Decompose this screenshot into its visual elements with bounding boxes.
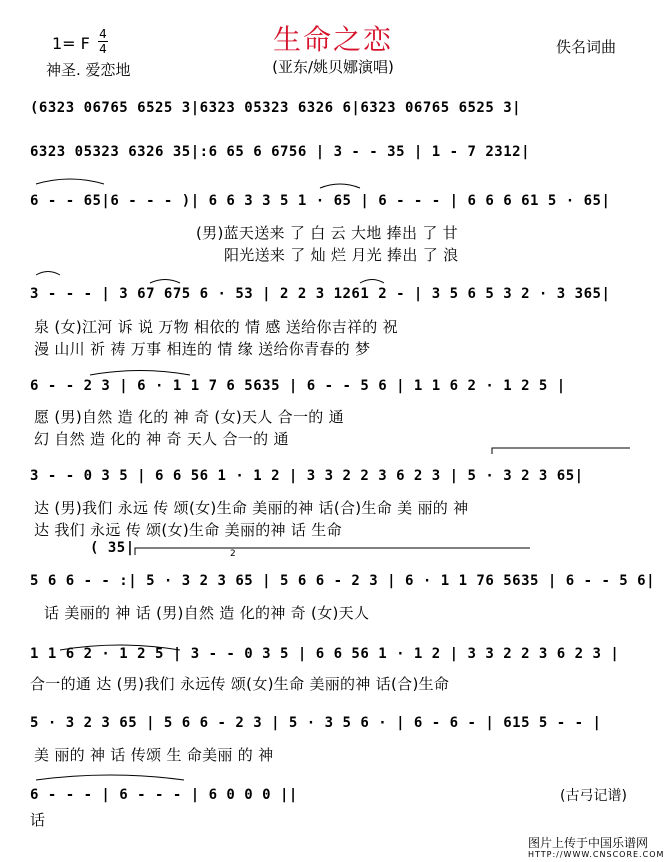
volta-number: 2 [230,549,236,559]
transcriber-credit: (古弓记谱) [560,788,627,804]
repeat-pickup: ( 35| [90,540,135,556]
volta-bracket [135,548,530,555]
slur-arc [320,184,360,188]
lyrics-row-9: 美 丽的 神 话 传颂 生 命美丽 的 神 [34,746,274,764]
watermark-text: 图片上传于中国乐谱网 [528,836,649,850]
notation-row-2: 6323 05323 6326 35|:6 65 6 6756 | 3 - - 35 | 1 - 7 2312| [30,144,531,160]
notation-row-3: 6 - - 65|6 - - - )| 6 6 3 3 5 1 · 65 | 6 - - - | 6 6 6 61 5 · 65| [30,193,611,209]
author-credit: 佚名词曲 [556,38,617,56]
lyrics-row-4a: 泉 (女)江河 诉 说 万物 相依的 情 感 送给你吉祥的 祝 [34,318,398,336]
notation-row-10: 6 - - - | 6 - - - | 6 0 0 0 || [30,787,298,803]
volta-bracket [492,448,630,454]
notation-row-4: 3 - - - | 3 67 675 6 · 53 | 2 2 3 1261 2 - | 3 5 6 5 3 2 · 3 365| [30,286,611,302]
key-signature: 1= F [52,34,90,53]
lyrics-row-3a: (男)蓝天送来 了 白 云 大地 捧出 了 甘 [196,224,458,242]
lyrics-row-4b: 漫 山川 祈 祷 万事 相连的 情 缘 送给你青春的 梦 [34,340,371,358]
notation-row-5: 6 - - 2 3 | 6 · 1 1 7 6 5635 | 6 - - 5 6 | 1 1 6 2 · 1 2 5 | [30,378,566,394]
lyrics-row-3b: 阳光送来 了 灿 烂 月光 捧出 了 浪 [224,246,459,264]
slur-arc [90,371,190,376]
album-name: 神圣. 爱恋地 [46,61,131,79]
notation-row-8: 1 1 6 2 · 1 2 5 | 3 - - 0 3 5 | 6 6 56 1 · 1 2 | 3 3 2 2 3 6 2 3 | [30,646,620,662]
tie-arc [36,179,104,184]
notation-row-1: (6323 06765 6525 3|6323 05323 6326 6|6323 06765 6525 3| [30,100,522,116]
singer-credit: (亚东/姚贝娜演唱) [272,58,394,76]
watermark-url: HTTP://WWW.CNSCORE.COM [528,850,665,859]
slur-arc [60,645,180,650]
notation-row-9: 5 · 3 2 3 65 | 5 6 6 - 2 3 | 5 · 3 5 6 · | 6 - 6 - | 615 5 - - | [30,715,602,731]
lyrics-row-5b: 幻 自然 造 化的 神 奇 天人 合一的 通 [34,430,289,448]
tie-arc [36,272,60,276]
lyrics-row-5a: 愿 (男)自然 造 化的 神 奇 (女)天人 合一的 通 [34,408,344,426]
lyrics-row-6a: 达 (男)我们 永远 传 颂(女)生命 美丽的神 话(合)生命 美 丽的 神 [34,499,469,517]
notation-row-6: 3 - - 0 3 5 | 6 6 56 1 · 1 2 | 3 3 2 2 3 6 2 3 | 5 · 3 2 3 65| [30,468,584,484]
notation-row-7: 5 6 6 - - :| 5 · 3 2 3 65 | 5 6 6 - 2 3 | 6 · 1 1 76 5635 | 6 - - 5 6| [30,573,656,589]
song-title: 生命之恋 [272,23,393,56]
lyrics-row-10: 话 [30,811,46,829]
meter-bottom: 4 [99,42,107,56]
lyrics-row-6b: 达 我们 永远 传 颂(女)生命 美丽的神 话 生命 [34,521,342,539]
slur-arc [360,280,384,284]
lyrics-row-7: 话 美丽的 神 话 (男)自然 造 化的神 奇 (女)天人 [44,604,370,622]
lyrics-row-8: 合一的通 达 (男)我们 永远传 颂(女)生命 美丽的神 话(合)生命 [30,675,450,693]
tie-arc [36,775,184,780]
slur-arc [150,280,180,284]
meter-top: 4 [99,27,107,41]
